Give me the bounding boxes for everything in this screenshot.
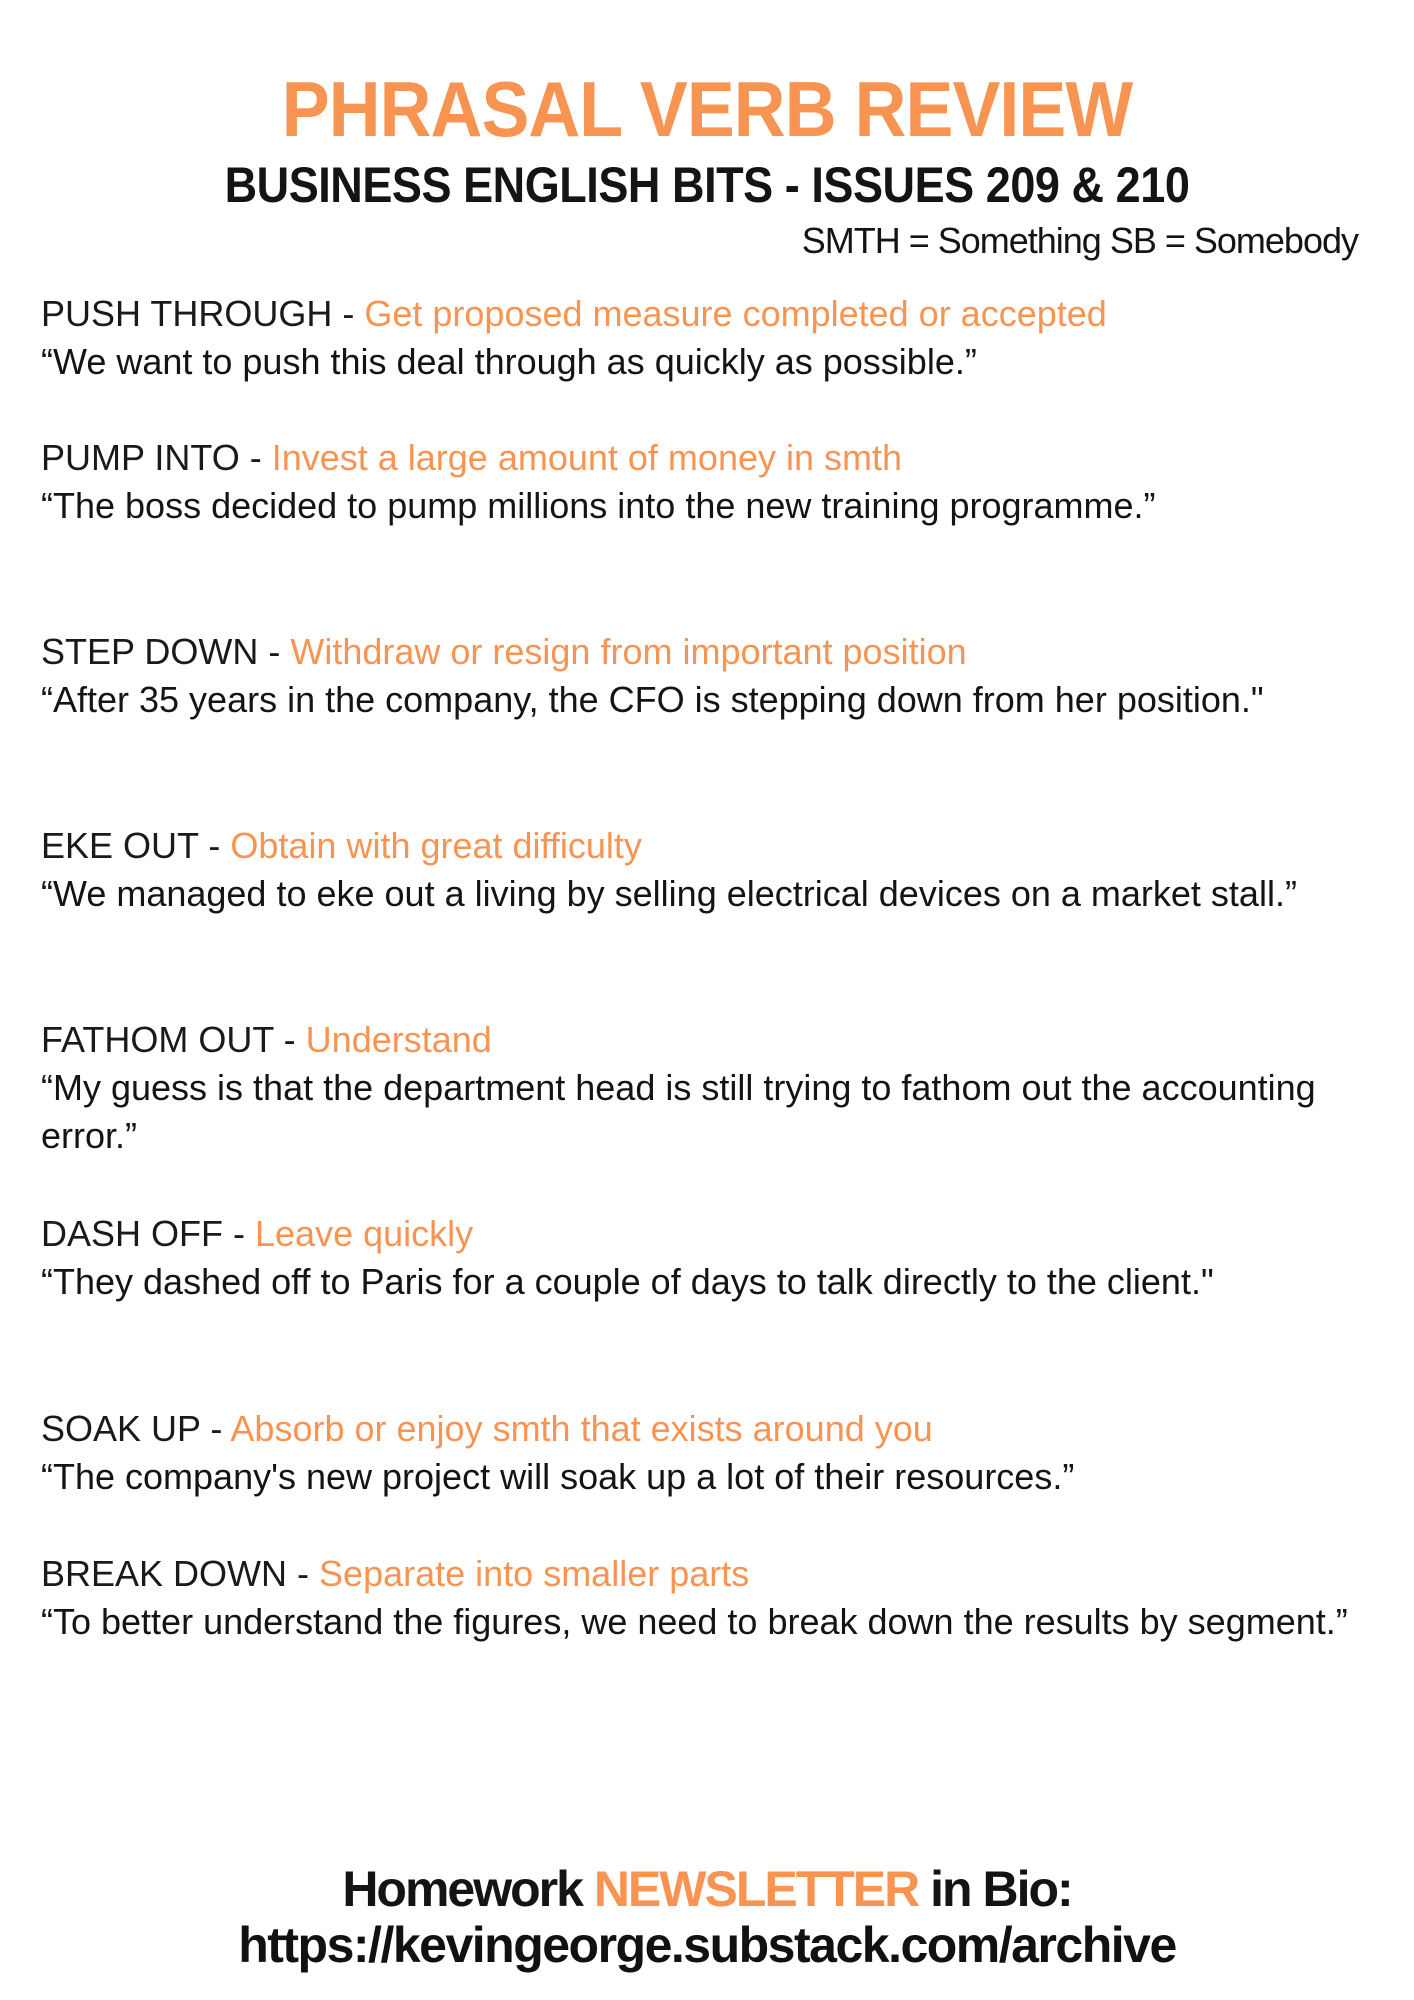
phrasal-verb-entry (41, 822, 1391, 918)
newsletter-url[interactable]: https://kevingeorge.substack.com/archive (238, 1917, 1176, 1973)
definition: Leave quickly (255, 1213, 474, 1254)
page-title: PHRASAL VERB REVIEW (281, 65, 1133, 153)
definition: Obtain with great difficulty (230, 825, 642, 866)
separator: - (332, 293, 365, 334)
phrasal-verb-entry (41, 1210, 1391, 1306)
separator: - (239, 437, 272, 478)
abbreviation-legend: SMTH = Something SB = Somebody (801, 220, 1358, 261)
phrasal-verb-entry (41, 1405, 1391, 1501)
definition: Get proposed measure completed or accepted (364, 293, 1107, 334)
example-sentence: “My guess is that the department head is still trying to fathom out the accounting error.” (41, 1067, 1316, 1156)
phrasal-verb-entry (41, 1016, 1391, 1160)
separator: - (287, 1553, 320, 1594)
example-sentence: “We managed to eke out a living by selling electrical devices on a market stall.” (41, 873, 1297, 914)
phrasal-verb-entry (41, 1550, 1391, 1646)
definition: Separate into smaller parts (319, 1553, 750, 1594)
separator: - (198, 825, 231, 866)
phrasal-verb-entry (41, 434, 1391, 530)
verb: STEP DOWN (41, 631, 259, 672)
newsletter-callout (0, 1860, 1414, 1918)
example-sentence: “To better understand the figures, we need to break down the results by segment.” (41, 1601, 1348, 1642)
page-subtitle: BUSINESS ENGLISH BITS - ISSUES 209 & 210 (224, 157, 1190, 213)
verb: EKE OUT (41, 825, 199, 866)
phrasal-verb-entry (41, 628, 1391, 724)
separator: - (223, 1213, 256, 1254)
example-sentence: “The boss decided to pump millions into the new training programme.” (41, 485, 1156, 526)
example-sentence: “They dashed off to Paris for a couple of days to talk directly to the client." (41, 1261, 1214, 1302)
separator: - (273, 1019, 306, 1060)
callout-prefix: Homework (342, 1861, 594, 1917)
verb: DASH OFF (41, 1213, 224, 1254)
definition: Absorb or enjoy smth that exists around you (230, 1408, 933, 1449)
definition: Understand (305, 1019, 492, 1060)
verb: PUMP INTO (41, 437, 240, 478)
definition: Withdraw or resign from important position (290, 631, 967, 672)
example-sentence: “We want to push this deal through as quickly as possible.” (41, 341, 977, 382)
verb: SOAK UP (41, 1408, 201, 1449)
newsletter-highlight: NEWSLETTER (593, 1861, 919, 1917)
phrasal-verb-entry (41, 290, 1391, 386)
separator: - (258, 631, 291, 672)
separator: - (200, 1408, 231, 1449)
callout-suffix: in Bio: (918, 1861, 1072, 1917)
example-sentence: “After 35 years in the company, the CFO is stepping down from her position." (41, 679, 1264, 720)
verb: FATHOM OUT (41, 1019, 274, 1060)
definition: Invest a large amount of money in smth (271, 437, 903, 478)
example-sentence: “The company's new project will soak up a lot of their resources.” (41, 1456, 1075, 1497)
verb: PUSH THROUGH (41, 293, 333, 334)
verb: BREAK DOWN (41, 1553, 288, 1594)
